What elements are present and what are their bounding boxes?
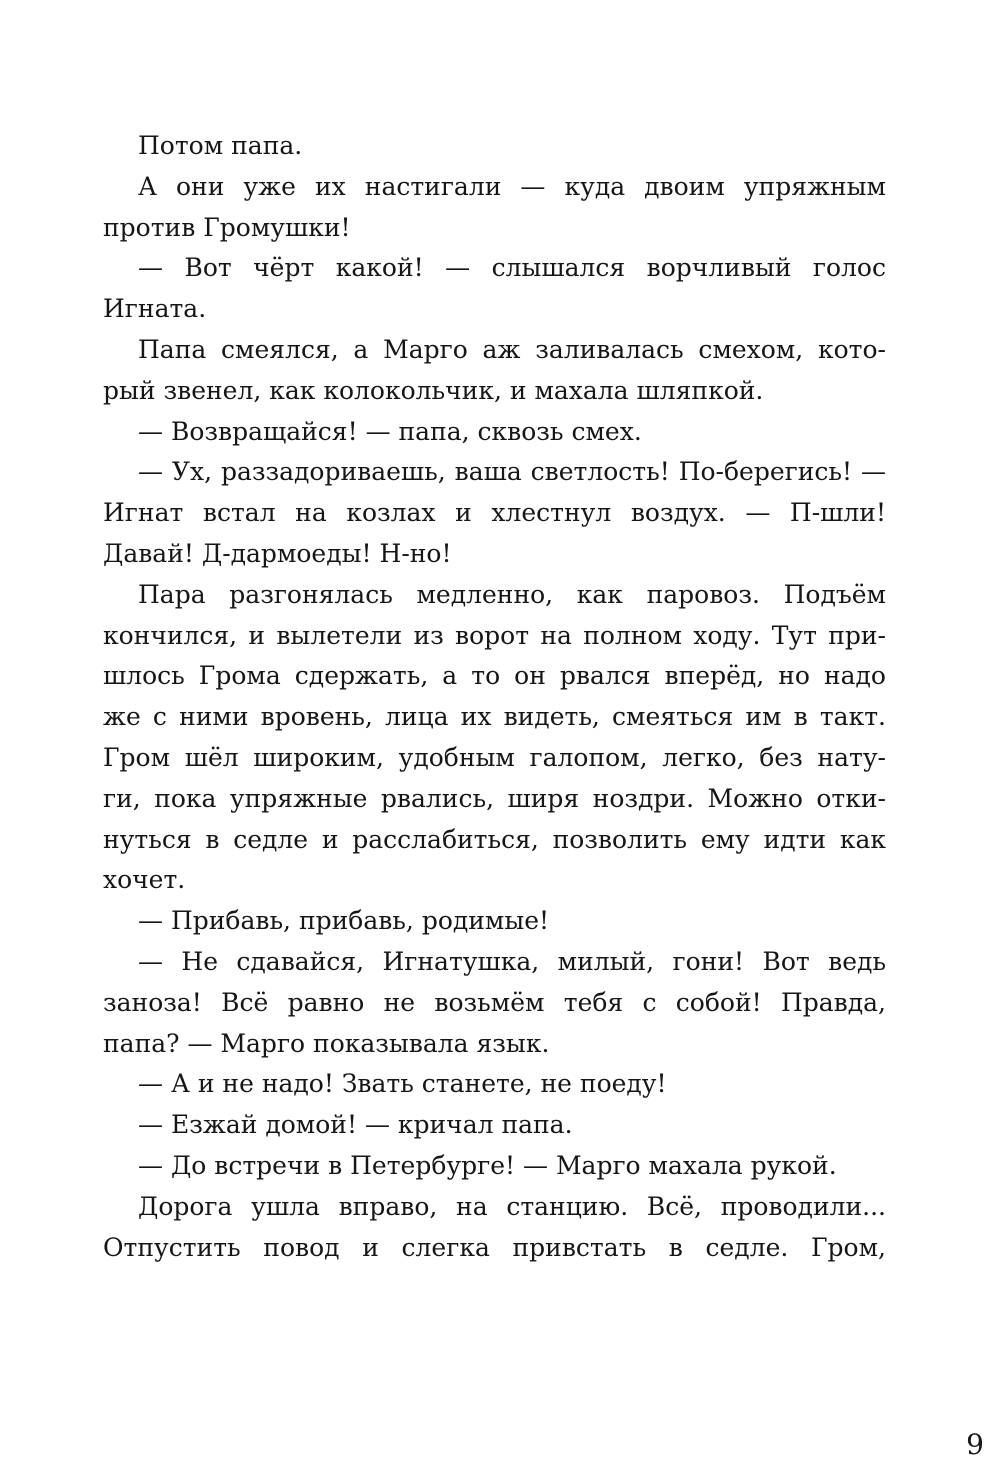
text-line: — Не сдавайся, Игнатушка, милый, гони! Вот ведь [138,946,886,976]
page-number: 9 [966,1428,984,1461]
text-line: Отпустить повод и слегка привстать в седле. Гром, [103,1232,886,1262]
text-line: хочет. [103,865,186,895]
text-line: Дорога ушла вправо, на станцию. Всё, проводили... [138,1191,886,1221]
text-line: А они уже их настигали — куда двоим упряжным [138,171,886,201]
text-line: — Езжай домой! — кричал папа. [138,1110,573,1140]
text-line: рый звенел, как колокольчик, и махала шляпкой. [103,375,764,405]
text-line: — Возвращайся! — папа, сквозь смех. [138,416,642,446]
text-line: — Ух, раззадориваешь, ваша светлость! По-берегись! — [138,457,886,487]
text-line: — Вот чёрт какой! — слышался ворчливый голос [138,253,886,283]
text-line: Потом папа. [138,131,303,160]
text-line: Папа смеялся, а Марго аж заливалась смехом, кото- [138,334,886,364]
text-line: же с ними вровень, лица их видеть, смеяться им в такт. [103,702,886,732]
text-line: — А и не надо! Звать станете, не поеду! [138,1069,667,1099]
text-line: заноза! Всё равно не возьмём тебя с собой! Правда, [103,987,886,1017]
text-line: — Прибавь, прибавь, родимые! [138,906,550,936]
text-line: папа? — Марго показывала язык. [103,1028,550,1058]
text-line: — До встречи в Петербурге! — Марго махала рукой. [138,1150,837,1180]
body-text [103,126,886,1268]
text-line: против Громушки! [103,212,351,242]
text-line: Игната. [103,294,207,324]
text-line: Пара разгонялась медленно, как паровоз. Подъём [138,579,886,609]
text-line: ги, пока упряжные рвались, ширя ноздри. Можно отки- [103,783,886,813]
text-line: нуться в седле и расслабиться, позволить ему идти как [103,824,886,854]
text-line: кончился, и вылетели из ворот на полном ходу. Тут при- [103,620,886,650]
text-line: Игнат встал на козлах и хлестнул воздух. — П-шли! [103,498,886,528]
text-line: Давай! Д-дармоеды! Н-но! [103,538,452,568]
text-line: Гром шёл широким, удобным галопом, легко, без нату- [103,742,886,772]
text-line: шлось Грома сдержать, а то он рвался вперёд, но надо [103,661,886,691]
